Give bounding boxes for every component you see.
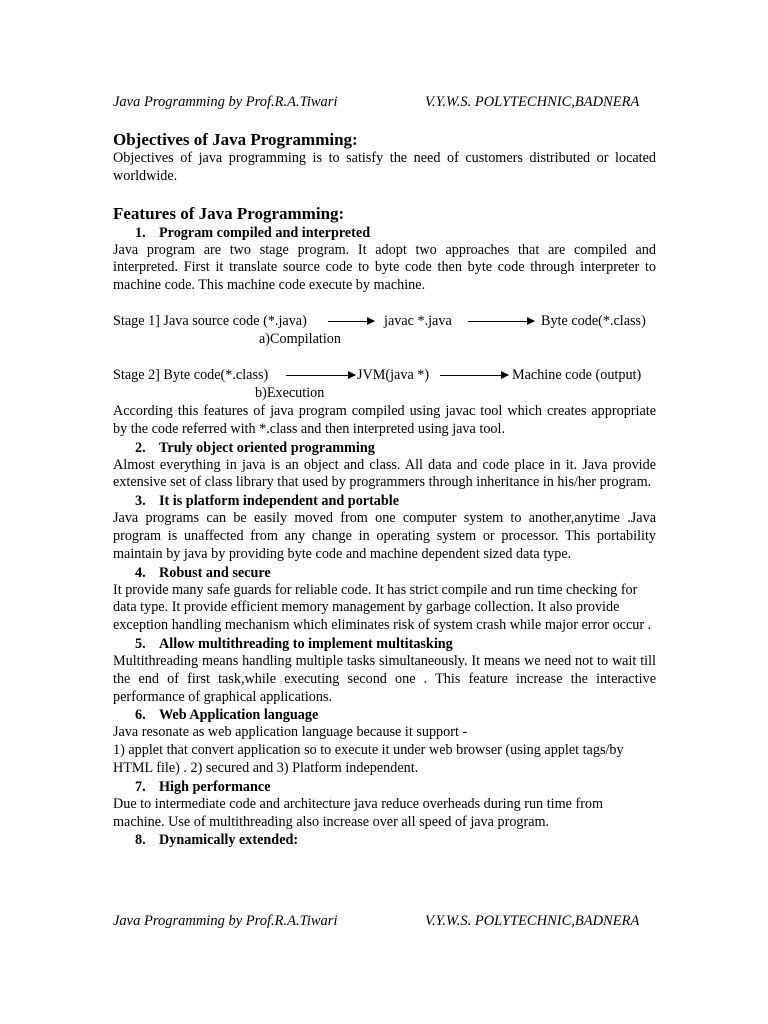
feature-heading: 7. High performance — [135, 778, 271, 795]
stage-1-mid: javac *.java — [384, 312, 452, 329]
feature-heading: 8. Dynamically extended: — [135, 832, 299, 849]
stages-explanation: According this features of java program compiled using javac tool which creates appropriate by the code referred with *.class and then interpreted using java tool. — [113, 402, 656, 437]
feature-text: Almost everything in java is an object and class. All data and code place in it. Java provide extensive set of class library that used by programmers through inheritance in his/her program. — [113, 456, 656, 491]
header-institution: V.Y.W.S. POLYTECHNIC,BADNERA — [425, 94, 640, 110]
arrow-icon — [468, 321, 534, 322]
objectives-title: Objectives of Java Programming: — [113, 130, 358, 149]
objectives-text: Objectives of java programming is to satisfy the need of customers distributed or located worldwide. — [113, 150, 656, 184]
page-footer — [113, 913, 653, 930]
stage-2-end: Machine code (output) — [512, 366, 642, 383]
feature-heading: 1. Program compiled and interpreted — [135, 224, 371, 241]
footer-institution: V.Y.W.S. POLYTECHNIC,BADNERA — [425, 913, 640, 929]
page-content — [113, 130, 656, 849]
stage-1-row — [113, 313, 656, 331]
stage-1-caption-row — [113, 331, 656, 349]
features-title: Features of Java Programming: — [113, 203, 345, 223]
stage-1-label: Stage 1] Java source code (*.java) — [113, 312, 307, 329]
feature-heading: 2. Truly object oriented programming — [135, 439, 375, 456]
footer-author: Java Programming by Prof.R.A.Tiwari — [113, 913, 338, 929]
arrow-icon — [328, 321, 374, 322]
feature-text-continued: 1) applet that convert application so to execute it under web browser (using applet tags/by HTML file) . 2) secured and 3) Platform independent. — [113, 742, 624, 776]
stage-2-row — [113, 367, 656, 385]
arrow-icon — [440, 375, 508, 376]
feature-heading: 3. It is platform independent and portable — [135, 493, 400, 510]
feature-heading: 6. Web Application language — [135, 707, 319, 724]
stage-1-end: Byte code(*.class) — [541, 312, 646, 329]
feature-text: Multithreading means handling multiple tasks simultaneously. It means we need not to wait till the end of first task,while executing second one . This feature increase the interactive performance of graphical applications. — [113, 652, 656, 705]
feature-text: Java program are two stage program. It adopt two approaches that are compiled and interpreted. First it translate source code to byte code then byte code through interpreter to machine code. This machine code execute by machine. — [113, 241, 656, 294]
feature-text: Java resonate as web application language because it support - — [113, 724, 468, 741]
stage-2-caption-row — [113, 385, 656, 403]
feature-heading: 4. Robust and secure — [135, 564, 271, 581]
feature-heading: 5. Allow multithreading to implement multitasking — [135, 635, 453, 652]
header-author: Java Programming by Prof.R.A.Tiwari — [113, 94, 338, 110]
feature-text: Java programs can be easily moved from one computer system to another,anytime .Java program is unaffected from any change in operating system or processor. This portability maintain by java by providing byte code and machine dependent sized data type. — [113, 510, 656, 562]
feature-text: It provide many safe guards for reliable code. It has strict compile and run time checking for data type. It provide efficient memory management by garbage collection. It also provide exception handling mechanism which eliminates risk of system crash while major error occur . — [113, 581, 652, 634]
page-header — [113, 94, 653, 111]
stage-1-caption: a)Compilation — [259, 330, 341, 347]
stage-2-label: Stage 2] Byte code(*.class) — [113, 366, 269, 383]
stage-2-mid: JVM(java *) — [357, 366, 430, 383]
arrow-icon — [286, 375, 355, 376]
feature-text: Due to intermediate code and architecture java reduce overheads during run time from machine. Use of multithreading also increase over all speed of java program. — [113, 795, 604, 830]
stage-2-caption: b)Execution — [255, 384, 325, 401]
